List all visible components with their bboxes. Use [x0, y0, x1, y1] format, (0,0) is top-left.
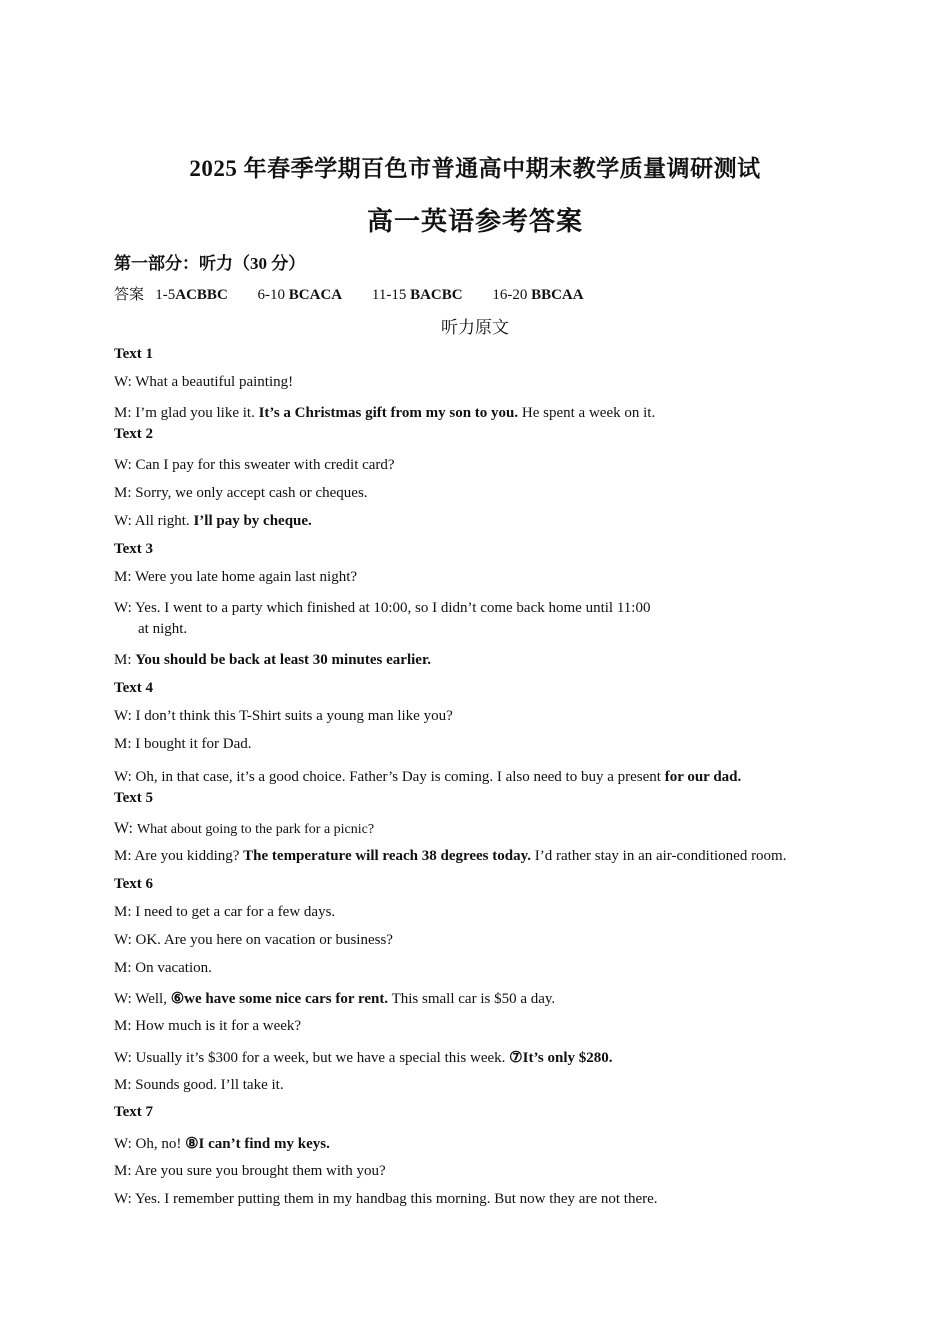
text-4-label: Text 4: [114, 680, 154, 696]
transcript-title: 听力原文: [441, 318, 509, 337]
answer-group-4: 16-20 BBCAA: [492, 287, 584, 303]
dialogue-line: M: Sorry, we only accept cash or cheques.: [114, 485, 368, 501]
text-1-label: Text 1: [114, 346, 154, 362]
dialogue-line: W: What a beautiful painting!: [114, 374, 294, 390]
dialogue-line: M: You should be back at least 30 minutes earlier.: [114, 652, 431, 668]
dialogue-line: W: OK. Are you here on vacation or business?: [114, 932, 393, 948]
dialogue-line: W: Well, ⑥we have some nice cars for rent. This small car is $50 a day.: [114, 991, 556, 1007]
text-5-label: Text 5: [114, 790, 154, 806]
dialogue-line: W: Usually it’s $300 for a week, but we have a special this week. ⑦It’s only $280.: [114, 1050, 613, 1066]
dialogue-line: W: Oh, in that case, it’s a good choice. Father’s Day is coming. I also need to buy a present for our dad.: [114, 769, 742, 785]
dialogue-line: M: I need to get a car for a few days.: [114, 904, 336, 920]
dialogue-line-continuation: at night.: [138, 621, 188, 637]
dialogue-line: M: On vacation.: [114, 960, 212, 976]
dialogue-line: W: Yes. I went to a party which finished at 10:00, so I didn’t come back home until 11:00: [114, 600, 651, 616]
dialogue-line: W: What about going to the park for a picnic?: [114, 820, 375, 837]
section-heading-listening: 第一部分：听力（30 分）: [114, 254, 306, 273]
dialogue-line: W: Yes. I remember putting them in my handbag this morning. But now they are not there.: [114, 1191, 658, 1207]
answer-group-2: 6-10 BCACA: [257, 287, 343, 303]
dialogue-line: W: Can I pay for this sweater with credit card?: [114, 457, 395, 473]
dialogue-line: W: Oh, no! ⑧I can’t find my keys.: [114, 1136, 330, 1152]
text-6-label: Text 6: [114, 876, 154, 892]
answer-key-row: [114, 283, 610, 304]
dialogue-line: M: Sounds good. I’ll take it.: [114, 1077, 284, 1093]
dialogue-line: M: I bought it for Dad.: [114, 736, 252, 752]
dialogue-line: M: Are you sure you brought them with you?: [114, 1163, 386, 1179]
text-3-label: Text 3: [114, 541, 154, 557]
dialogue-line: W: All right. I’ll pay by cheque.: [114, 513, 312, 529]
dialogue-line: M: Are you kidding? The temperature will reach 38 degrees today. I’d rather stay in an air-conditioned room.: [114, 848, 787, 864]
dialogue-line: W: I don’t think this T-Shirt suits a young man like you?: [114, 708, 453, 724]
text-2-label: Text 2: [114, 426, 154, 442]
dialogue-line: M: How much is it for a week?: [114, 1018, 302, 1034]
dialogue-line: M: Were you late home again last night?: [114, 569, 358, 585]
text-7-label: Text 7: [114, 1104, 154, 1120]
document-title: 2025 年春季学期百色市普通高中期末教学质量调研测试: [189, 156, 761, 181]
document-subtitle: 高一英语参考答案: [366, 207, 583, 236]
answer-group-1: 1-5ACBBC: [155, 287, 228, 303]
answer-group-3: 11-15 BACBC: [371, 287, 463, 303]
answer-label: 答案: [114, 287, 145, 303]
dialogue-line: M: I’m glad you like it. It’s a Christmas gift from my son to you. He spent a week on it.: [114, 405, 656, 421]
